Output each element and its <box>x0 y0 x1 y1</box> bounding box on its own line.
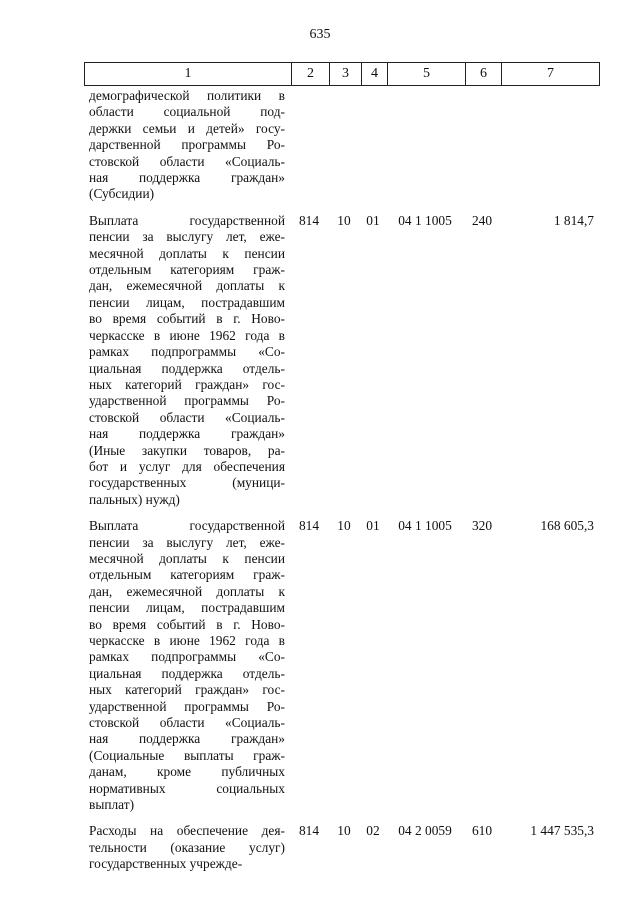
amount-cell <box>500 88 600 203</box>
description-line: ная поддержка граждан» <box>89 426 285 442</box>
target-article-cell: 04 1 1005 <box>398 212 452 228</box>
description-line: государственных учрежде- <box>89 856 243 872</box>
description-line: ударственной программы Ро- <box>89 393 285 409</box>
header-col-3: 3 <box>329 63 361 85</box>
description-line: бот и услуг для обеспечения <box>89 458 285 474</box>
expense-type-cell: 240 <box>471 212 493 228</box>
description-line: пенсии лицам, пострадавшим <box>89 294 285 310</box>
section-cell: 10 <box>337 518 351 534</box>
description-line: отдельным категориям граж- <box>89 567 285 583</box>
description-line: во время событий в г. Ново- <box>89 311 285 327</box>
subsection-cell <box>360 88 386 203</box>
description-line: отдельным категориям граж- <box>89 262 285 278</box>
description-cell <box>84 518 290 813</box>
description-line: дан, ежемесячной доплаты к <box>89 583 285 599</box>
header-col-4: 4 <box>361 63 387 85</box>
description-line: Выплата государственной <box>89 518 285 534</box>
description-line: Выплата государственной <box>89 212 285 228</box>
description-line: пенсии лицам, пострадавшим <box>89 600 285 616</box>
description-line: рамках подпрограммы «Со- <box>89 344 285 360</box>
description-line: стовской области «Социаль- <box>89 153 285 169</box>
target-article-cell <box>386 88 464 203</box>
target-article-cell: 04 1 1005 <box>398 518 452 534</box>
header-col-5: 5 <box>387 63 465 85</box>
section-cell: 10 <box>337 823 351 839</box>
description-line: месячной доплаты к пенсии <box>89 245 285 261</box>
description-cell <box>84 823 290 872</box>
description-cell <box>84 88 290 203</box>
description-line: ная поддержка граждан» <box>89 170 285 186</box>
expense-type-cell: 610 <box>471 823 493 839</box>
description-line: дан, ежемесячной доплаты к <box>89 278 285 294</box>
page-number: 635 <box>309 27 331 42</box>
description-line: во время событий в г. Ново- <box>89 616 285 632</box>
table-body <box>84 88 600 883</box>
description-line: Расходы на обеспечение дея- <box>89 823 285 839</box>
section-cell: 10 <box>337 212 351 228</box>
description-cell <box>84 213 290 508</box>
description-line: пенсии за выслугу лет, еже- <box>89 229 285 245</box>
header-col-2: 2 <box>291 63 329 85</box>
description-line: дарственной программы Ро- <box>89 137 285 153</box>
header-col-6: 6 <box>465 63 501 85</box>
description-line: области социальной под- <box>89 104 285 120</box>
description-line: выплат) <box>89 797 135 813</box>
ministry-code-cell: 814 <box>298 518 320 534</box>
description-line: рамках подпрограммы «Со- <box>89 649 285 665</box>
table-header-row <box>84 62 600 86</box>
header-col-7: 7 <box>501 63 599 85</box>
description-line: пальных) нужд) <box>89 491 180 507</box>
amount-cell: 168 605,3 <box>540 518 594 534</box>
description-line: стовской области «Социаль- <box>89 409 285 425</box>
table-row <box>84 518 600 813</box>
table-row <box>84 88 600 203</box>
subsection-cell: 01 <box>366 518 380 534</box>
description-line: ных категорий граждан» гос- <box>89 682 285 698</box>
section-cell <box>328 88 360 203</box>
expense-type-cell <box>464 88 500 203</box>
description-line: держки семьи и детей» госу- <box>89 120 285 136</box>
description-line: циальная поддержка отдель- <box>89 360 285 376</box>
description-line: демографической политики в <box>89 88 285 103</box>
table-row <box>84 823 600 872</box>
amount-cell: 1 447 535,3 <box>530 823 594 839</box>
description-line: стовской области «Социаль- <box>89 715 285 731</box>
description-line: циальная поддержка отдель- <box>89 665 285 681</box>
description-line: тельности (оказание услуг) <box>89 839 285 855</box>
description-line: нормативных социальных <box>89 780 285 796</box>
description-line: (Иные закупки товаров, ра- <box>89 442 285 458</box>
description-line: черкасске в июне 1962 года в <box>89 327 285 343</box>
ministry-code-cell <box>290 88 328 203</box>
description-line: черкасске в июне 1962 года в <box>89 633 285 648</box>
description-line: государственных (муници- <box>89 475 285 491</box>
description-line: ная поддержка граждан» <box>89 731 285 747</box>
subsection-cell: 01 <box>366 212 380 228</box>
description-line: месячной доплаты к пенсии <box>89 550 285 566</box>
description-line: (Субсидии) <box>89 186 155 202</box>
description-line: ных категорий граждан» гос- <box>89 376 285 392</box>
description-line: ударственной программы Ро- <box>89 698 285 714</box>
ministry-code-cell: 814 <box>298 823 320 839</box>
ministry-code-cell: 814 <box>298 212 320 228</box>
description-line: (Социальные выплаты граж- <box>89 747 285 763</box>
expense-type-cell: 320 <box>471 518 493 534</box>
table-row <box>84 213 600 508</box>
description-line: пенсии за выслугу лет, еже- <box>89 534 285 550</box>
target-article-cell: 04 2 0059 <box>398 823 452 839</box>
amount-cell: 1 814,7 <box>553 212 594 228</box>
description-line: данам, кроме публичных <box>89 764 285 780</box>
header-col-1: 1 <box>184 66 192 81</box>
subsection-cell: 02 <box>366 823 380 839</box>
